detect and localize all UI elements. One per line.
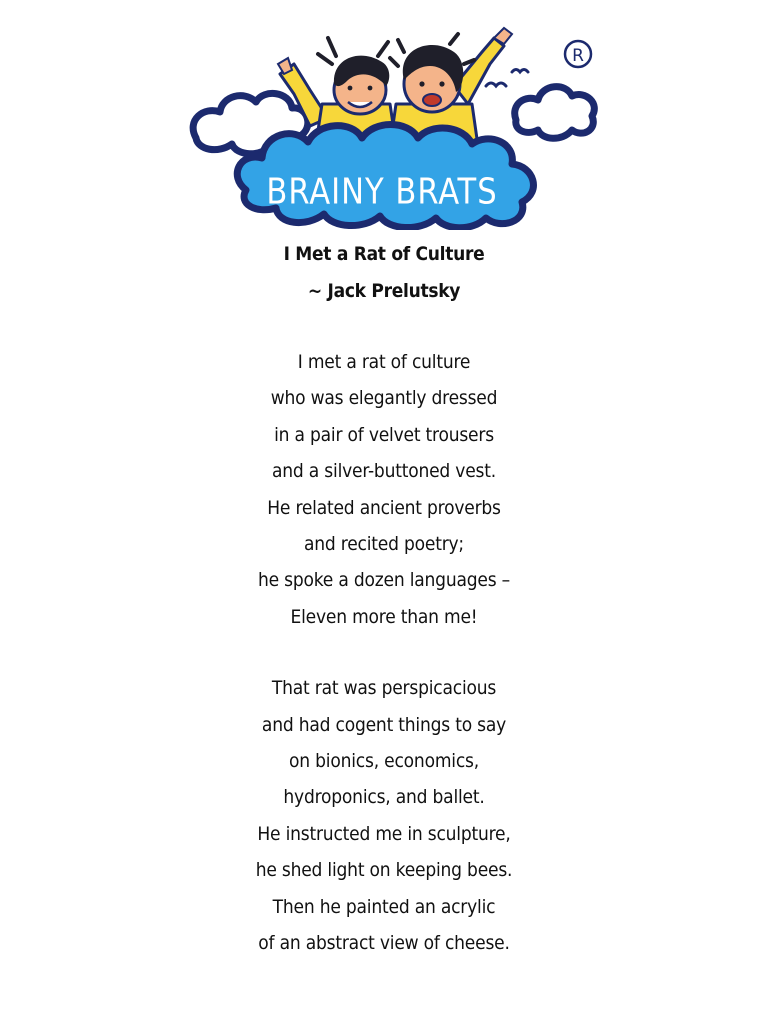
stanza-2 xyxy=(0,670,768,961)
verse-line: and had cogent things to say xyxy=(261,713,507,736)
verse-line: on bionics, economics, xyxy=(289,750,479,773)
verse-line: in a pair of velvet trousers xyxy=(274,423,494,446)
verse-line: and recited poetry; xyxy=(304,533,464,556)
verse-line: of an abstract view of cheese. xyxy=(258,932,510,955)
stanza-1 xyxy=(0,344,768,635)
verse-line: he spoke a dozen languages – xyxy=(257,569,510,592)
verse-line: I met a rat of culture xyxy=(297,351,471,373)
registered-mark-icon xyxy=(565,41,591,67)
blue-cloud xyxy=(237,125,533,228)
verse-line: He instructed me in sculpture, xyxy=(257,822,511,845)
verse-line: Then he painted an acrylic xyxy=(272,895,496,918)
poem xyxy=(0,236,768,962)
poem-author: ~ Jack Prelutsky xyxy=(307,280,461,302)
brainy-brats-logo xyxy=(182,8,606,230)
verse-line: That rat was perspicacious xyxy=(271,677,497,700)
right-white-cloud xyxy=(515,87,595,139)
registered-mark: R xyxy=(572,46,584,66)
verse-line: he shed light on keeping bees. xyxy=(255,859,513,882)
birds-icon xyxy=(486,70,528,87)
verse-line: He related ancient proverbs xyxy=(267,496,501,519)
verse-line: who was elegantly dressed xyxy=(270,387,498,410)
verse-line: hydroponics, and ballet. xyxy=(283,786,485,809)
verse-line: and a silver-buttoned vest. xyxy=(272,460,496,483)
logo-illustration xyxy=(182,8,606,230)
poem-title: I Met a Rat of Culture xyxy=(283,243,485,265)
brand-text: BRAINY BRATS xyxy=(266,171,498,213)
verse-line: Eleven more than me! xyxy=(290,605,478,628)
